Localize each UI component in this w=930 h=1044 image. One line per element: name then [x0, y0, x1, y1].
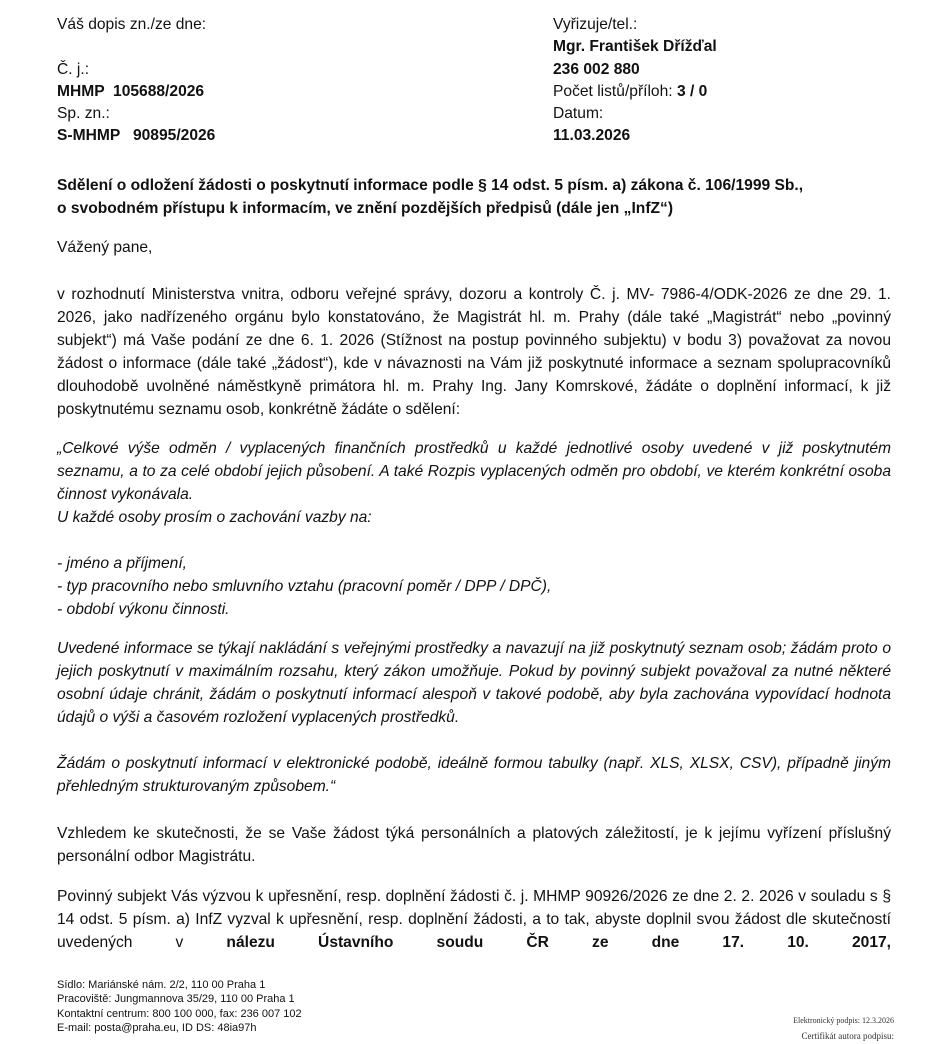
subject-line-2: o svobodném přístupu k informacím, ve znění pozdějších předpisů (dále jen „InfZ“) — [57, 200, 674, 217]
subject-line-1: Sdělení o odložení žádosti o poskytnutí informace podle § 14 odst. 5 písm. a) zákona č. 106/1999 Sb., — [57, 177, 804, 194]
paragraph-3-bold: nálezu Ústavního soudu ČR ze dne 17. 10. 2017, — [183, 934, 891, 951]
footer-workplace: Pracoviště: Jungmannova 35/29, 110 00 Praha 1 — [57, 993, 295, 1006]
pages-label: Počet listů/příloh: — [553, 83, 677, 100]
footer-contact: Kontaktní centrum: 800 100 000, fax: 236 007 102 — [57, 1007, 302, 1020]
quote-list-item: - období výkonu činnosti. — [57, 601, 230, 618]
signature-date: Elektronický podpis: 12.3.2026 — [793, 1016, 894, 1025]
handler-label: Vyřizuje/tel.: — [553, 16, 638, 33]
quote-paragraph-2: Uvedené informace se týkají nakládání s veřejnými prostředky a navazují na již poskytnutý seznam osob; žádám proto o jejich poskytnutí v maximálním rozsahu, který zákon umožňuje. Pokud by povinný subjekt považoval za nutné některé osobní údaje chránit, žádám o poskytnutí informací alespoň v takové podobě, aby byla zachována vypovídací hodnota údajů o výši a časovém rozložení vyplacených prostředků. — [57, 640, 891, 726]
paragraph-3 — [57, 885, 891, 954]
ref-value: MHMP 105688/2026 — [57, 83, 205, 100]
paragraph-3-text: Povinný subjekt Vás výzvou k upřesnění, resp. doplnění žádosti č. j. MHMP 90926/2026 ze dne 2. 2. 2026 v souladu s § 14 odst. 5 písm. a) InfZ vyzval k upřesnění, resp. doplnění žádosti, a to tak, abyste doplnil svou žádost dle skutečností uvedených v — [57, 888, 891, 951]
date-label: Datum: — [553, 105, 604, 122]
handler-name: Mgr. František Dřížďal — [553, 38, 717, 55]
quote-list-item: - typ pracovního nebo smluvního vztahu (pracovní poměr / DPP / DPČ), — [57, 578, 552, 595]
paragraph-2: Vzhledem ke skutečnosti, že se Vaše žádost týká personálních a platových záležitostí, je k jejímu vyřízení příslušný personální odbor Magistrátu. — [57, 825, 891, 865]
file-label: Sp. zn.: — [57, 105, 110, 122]
handler-phone: 236 002 880 — [553, 61, 640, 78]
your-letter-label: Váš dopis zn./ze dne: — [57, 16, 207, 33]
quote-paragraph-1b: U každé osoby prosím o zachování vazby na: — [57, 509, 372, 526]
quote-paragraph-3: Žádám o poskytnutí informací v elektronické podobě, ideálně formou tabulky (např. XLS, XLSX, CSV), případně jiným přehledným strukturovaným způsobem.“ — [57, 755, 891, 795]
pages-count — [553, 81, 707, 103]
date-value: 11.03.2026 — [553, 127, 631, 144]
paragraph-1: v rozhodnutí Ministerstva vnitra, odboru veřejné správy, dozoru a kontroly Č. j. MV- 7986-4/ODK-2026 ze dne 29. 1. 2026, jako nadřízeného orgánu bylo konstatováno, že Magistrát hl. m. Prahy (dále také „Magistrát“ nebo „povinný subjekt“) má Vaše podání ze dne 6. 1. 2026 (Stížnost na postup povinného subjektu) v bodu 3) považovat za novou žádost o informace (dále také „žádost“), kde v návaznosti na Vám již poskytnuté informace a seznam spolupracovníků dlouhodobě uvolněné náměstkyně primátora hl. m. Prahy Ing. Jany Komrskové, žádáte o doplnění informací, k již poskytnutému seznamu osob, konkrétně žádáte o sdělení: — [57, 286, 891, 418]
quote-list-item: - jméno a příjmení, — [57, 555, 187, 572]
footer — [57, 978, 457, 1036]
footer-address: Sídlo: Mariánské nám. 2/2, 110 00 Praha 1 — [57, 979, 266, 991]
quote-paragraph-1: „Celkové výše odměn / vyplacených finančních prostředků u každé jednotlivé osoby uvedené v již poskytnutém seznamu, a to za celé období jejich působení. A také Rozpis vyplacených odměn pro období, ve kterém konkrétní osoba činnost vykonávala. — [57, 440, 891, 503]
signature-certificate: Certifikát autora podpisu: — [801, 1031, 894, 1041]
ref-label: Č. j.: — [57, 61, 90, 78]
pages-value: 3 / 0 — [676, 83, 708, 100]
file-value: S-MHMP 90895/2026 — [57, 127, 216, 144]
subject — [57, 174, 897, 220]
salutation: Vážený pane, — [57, 239, 153, 256]
footer-email: E-mail: posta@praha.eu, ID DS: 48ia97h — [57, 1022, 257, 1035]
